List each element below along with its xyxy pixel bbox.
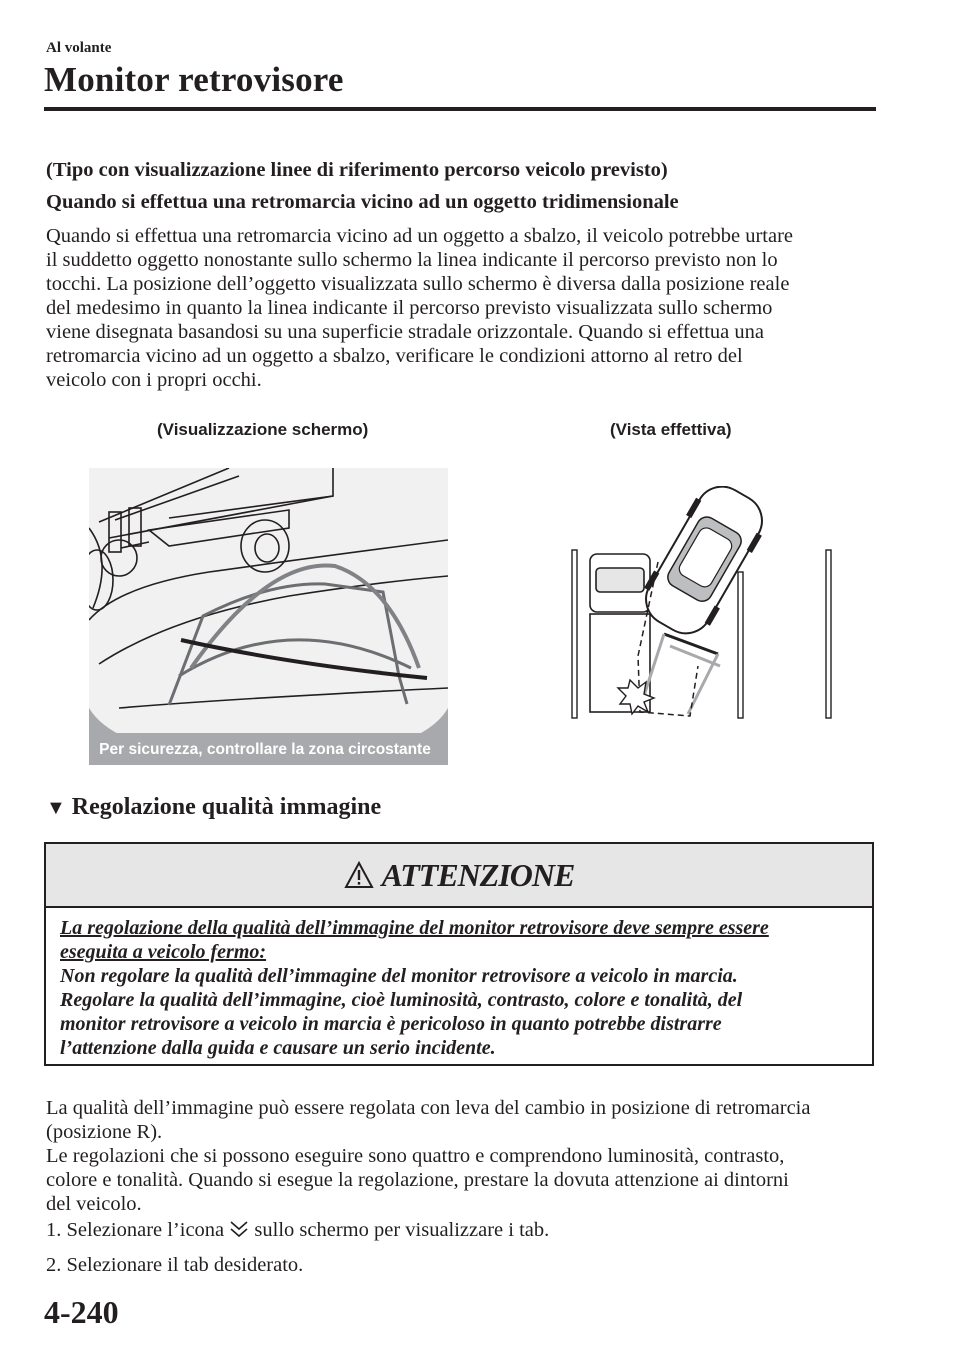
text-line: La qualità dell’immagine può essere regolata con leva del cambio in posizione di retromarcia bbox=[46, 1097, 811, 1119]
real-view-illustration bbox=[560, 486, 840, 722]
step-text: Selezionare il tab desiderato. bbox=[66, 1254, 304, 1276]
section-heading bbox=[46, 794, 381, 821]
caution-box bbox=[44, 842, 874, 1066]
page-title: Monitor retrovisore bbox=[44, 60, 344, 99]
text-line: tocchi. La posizione dell’oggetto visualizzata sullo schermo è diversa dalla posizione reale bbox=[46, 273, 790, 295]
text-line: colore e tonalità. Quando si esegue la regolazione, prestare la dovuta attenzione ai dintorni bbox=[46, 1169, 789, 1191]
caution-line: La regolazione della qualità dell’immagine del monitor retrovisore deve sempre essere bbox=[60, 917, 769, 939]
step-text: sullo schermo per visualizzare i tab. bbox=[254, 1219, 550, 1241]
type-note: (Tipo con visualizzazione linee di riferimento percorso veicolo previsto) bbox=[46, 159, 668, 181]
double-chevron-down-icon bbox=[229, 1219, 249, 1239]
step-number: 1. bbox=[46, 1219, 62, 1241]
text-line: del medesimo in quanto la linea indicante il percorso previsto visualizzata sullo schermo bbox=[46, 297, 773, 319]
caution-body bbox=[46, 908, 872, 1060]
text-line: viene disegnata basandosi su una superficie stradale orizzontale. Quando si effettua una bbox=[46, 321, 765, 343]
page-number: 4-240 bbox=[44, 1294, 119, 1330]
warning-triangle-icon bbox=[344, 861, 374, 889]
screen-message: Per sicurezza, controllare la zona circostante bbox=[99, 741, 431, 758]
caution-line: Regolare la qualità dell’immagine, cioè luminosità, contrasto, colore e tonalità, del bbox=[60, 989, 743, 1011]
caution-title: ATTENZIONE bbox=[381, 856, 575, 893]
text-line: Quando si effettua una retromarcia vicino ad un oggetto a sbalzo, il veicolo potrebbe urtare bbox=[46, 225, 794, 247]
step-text: Selezionare l’icona bbox=[66, 1219, 225, 1241]
screen-view-illustration bbox=[89, 468, 448, 765]
caution-header bbox=[46, 844, 872, 908]
text-line: veicolo con i propri occhi. bbox=[46, 369, 262, 391]
text-line: Le regolazioni che si possono eseguire sono quattro e comprendono luminosità, contrasto, bbox=[46, 1145, 785, 1167]
section-label: Al volante bbox=[46, 40, 112, 56]
step-1 bbox=[46, 1218, 549, 1242]
subheading: Quando si effettua una retromarcia vicino ad un oggetto tridimensionale bbox=[46, 191, 679, 213]
quality-paragraph bbox=[46, 1096, 876, 1216]
step-2 bbox=[46, 1253, 303, 1277]
triangle-bullet-icon: ▼ bbox=[46, 797, 66, 819]
intro-paragraph bbox=[46, 224, 876, 392]
step-number: 2. bbox=[46, 1254, 62, 1276]
text-line: retromarcia vicino ad un oggetto a sbalzo, verificare le condizioni attorno al retro del bbox=[46, 345, 743, 367]
real-view-caption: (Vista effettiva) bbox=[610, 420, 732, 439]
caution-line: l’attenzione dalla guida e causare un serio incidente. bbox=[60, 1037, 496, 1059]
caution-line: Non regolare la qualità dell’immagine del monitor retrovisore a veicolo in marcia. bbox=[60, 965, 738, 987]
caution-line: eseguita a veicolo fermo: bbox=[60, 941, 267, 963]
text-line: del veicolo. bbox=[46, 1193, 142, 1215]
screen-caption: (Visualizzazione schermo) bbox=[157, 420, 369, 439]
title-divider bbox=[44, 107, 876, 111]
section-heading-text: Regolazione qualità immagine bbox=[71, 794, 382, 820]
text-line: il suddetto oggetto nonostante sullo schermo la linea indicante il percorso previsto non lo bbox=[46, 249, 778, 271]
caution-line: monitor retrovisore a veicolo in marcia è pericoloso in quanto potrebbe distrarre bbox=[60, 1013, 722, 1035]
text-line: (posizione R). bbox=[46, 1121, 163, 1143]
